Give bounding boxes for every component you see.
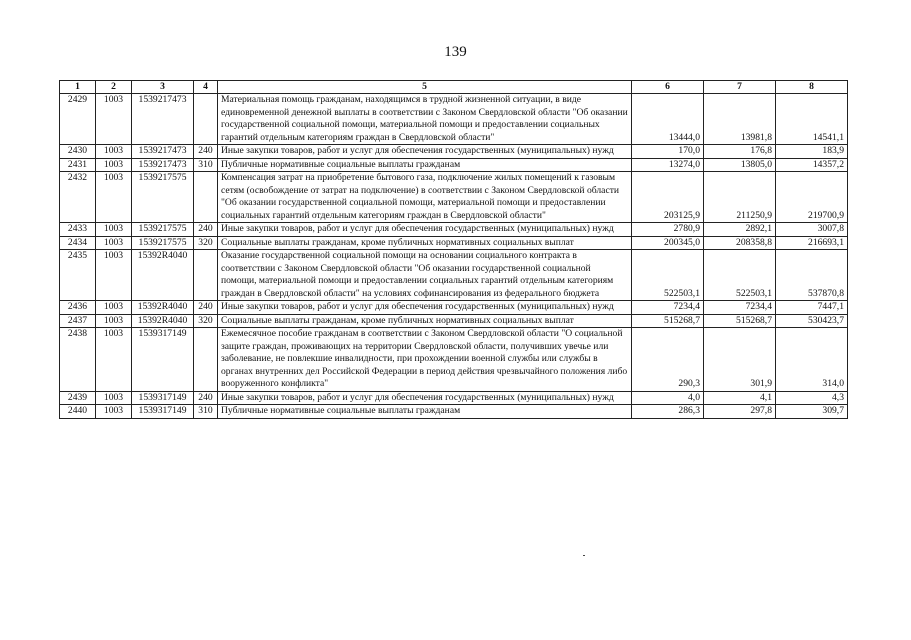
- column-header: 6: [632, 81, 704, 94]
- row-number: 2439: [60, 391, 96, 405]
- expense-type: 240: [194, 391, 218, 405]
- target-code: 1539217575: [132, 236, 194, 250]
- amount-col6: 203125,9: [632, 172, 704, 223]
- section-code: 1003: [96, 301, 132, 315]
- amount-col6: 170,0: [632, 145, 704, 159]
- page-number: 139: [444, 44, 467, 60]
- amount-col6: 7234,4: [632, 301, 704, 315]
- section-code: 1003: [96, 236, 132, 250]
- expense-type: 320: [194, 314, 218, 328]
- expense-type: 240: [194, 145, 218, 159]
- description: Социальные выплаты гражданам, кроме публичных нормативных социальных выплат: [218, 314, 632, 328]
- section-code: 1003: [96, 250, 132, 301]
- amount-col8: 14541,1: [776, 94, 848, 145]
- table-row: [60, 405, 848, 419]
- amount-col8: 3007,8: [776, 223, 848, 237]
- column-header: 7: [704, 81, 776, 94]
- description: Компенсация затрат на приобретение бытового газа, подключение жилых помещений к газовым сетям (освобождение от затрат на подключение) в соответствии с Законом Свердловской области "Об оказании государственной социальной помощи, материальной помощи и предоставлении социальных гарантий отдельным категориям граждан в Свердловской области": [218, 172, 632, 223]
- section-code: 1003: [96, 405, 132, 419]
- expense-type: 320: [194, 236, 218, 250]
- amount-col7: 13981,8: [704, 94, 776, 145]
- amount-col8: 14357,2: [776, 158, 848, 172]
- section-code: 1003: [96, 328, 132, 392]
- amount-col7: 211250,9: [704, 172, 776, 223]
- description: Публичные нормативные социальные выплаты гражданам: [218, 158, 632, 172]
- row-number: 2435: [60, 250, 96, 301]
- section-code: 1003: [96, 172, 132, 223]
- row-number: 2429: [60, 94, 96, 145]
- expense-type: [194, 172, 218, 223]
- column-header: 2: [96, 81, 132, 94]
- table-header-row: [60, 81, 848, 94]
- amount-col8: 537870,8: [776, 250, 848, 301]
- column-header: 4: [194, 81, 218, 94]
- description: Оказание государственной социальной помощи на основании социального контракта в соответствии с Законом Свердловской области "Об оказании государственной социальной помощи, материальной помощи и предоставлении социальных гарантий отдельным категориям граждан в Свердловской области" на условиях софинансирования из федерального бюджета: [218, 250, 632, 301]
- column-header: 8: [776, 81, 848, 94]
- column-header: 1: [60, 81, 96, 94]
- section-code: 1003: [96, 314, 132, 328]
- description: Публичные нормативные социальные выплаты гражданам: [218, 405, 632, 419]
- row-number: 2437: [60, 314, 96, 328]
- table-row: [60, 158, 848, 172]
- section-code: 1003: [96, 158, 132, 172]
- expense-type: 310: [194, 405, 218, 419]
- row-number: 2434: [60, 236, 96, 250]
- target-code: 1539217473: [132, 145, 194, 159]
- amount-col8: 309,7: [776, 405, 848, 419]
- amount-col6: 522503,1: [632, 250, 704, 301]
- amount-col7: 7234,4: [704, 301, 776, 315]
- amount-col8: 219700,9: [776, 172, 848, 223]
- column-header: 3: [132, 81, 194, 94]
- section-code: 1003: [96, 391, 132, 405]
- amount-col6: 13444,0: [632, 94, 704, 145]
- expense-type: 240: [194, 223, 218, 237]
- table-row: [60, 172, 848, 223]
- target-code: 15392R4040: [132, 314, 194, 328]
- target-code: 1539217473: [132, 94, 194, 145]
- amount-col6: 13274,0: [632, 158, 704, 172]
- table-row: [60, 236, 848, 250]
- target-code: 1539317149: [132, 405, 194, 419]
- row-number: 2433: [60, 223, 96, 237]
- amount-col7: 176,8: [704, 145, 776, 159]
- table-row: [60, 391, 848, 405]
- amount-col7: 208358,8: [704, 236, 776, 250]
- row-number: 2438: [60, 328, 96, 392]
- description: Иные закупки товаров, работ и услуг для обеспечения государственных (муниципальных) нужд: [218, 391, 632, 405]
- section-code: 1003: [96, 145, 132, 159]
- amount-col8: 530423,7: [776, 314, 848, 328]
- target-code: 1539317149: [132, 328, 194, 392]
- amount-col8: 4,3: [776, 391, 848, 405]
- table-row: [60, 94, 848, 145]
- budget-table: [59, 80, 848, 419]
- target-code: 1539217473: [132, 158, 194, 172]
- amount-col6: 515268,7: [632, 314, 704, 328]
- amount-col7: 297,8: [704, 405, 776, 419]
- expense-type: [194, 94, 218, 145]
- table-row: [60, 250, 848, 301]
- row-number: 2436: [60, 301, 96, 315]
- description: Иные закупки товаров, работ и услуг для обеспечения государственных (муниципальных) нужд: [218, 301, 632, 315]
- row-number: 2440: [60, 405, 96, 419]
- table-row: [60, 314, 848, 328]
- amount-col7: 522503,1: [704, 250, 776, 301]
- section-code: 1003: [96, 94, 132, 145]
- row-number: 2431: [60, 158, 96, 172]
- description: Ежемесячное пособие гражданам в соответствии с Законом Свердловской области "О социальной защите граждан, проживающих на территории Свердловской области, получивших увечье или заболевание, не повлекшие инвалидности, при прохождении военной службы или службы в органах внутренних дел Российской Федерации в период действия чрезвычайного положения либо вооруженного конфликта": [218, 328, 632, 392]
- table-row: [60, 301, 848, 315]
- amount-col7: 2892,1: [704, 223, 776, 237]
- amount-col6: 290,3: [632, 328, 704, 392]
- row-number: 2432: [60, 172, 96, 223]
- table-row: [60, 145, 848, 159]
- table-row: [60, 328, 848, 392]
- amount-col6: 200345,0: [632, 236, 704, 250]
- amount-col8: 183,9: [776, 145, 848, 159]
- amount-col7: 515268,7: [704, 314, 776, 328]
- target-code: 15392R4040: [132, 301, 194, 315]
- scan-artifact: [583, 555, 585, 556]
- expense-type: 240: [194, 301, 218, 315]
- target-code: 1539217575: [132, 223, 194, 237]
- target-code: 1539317149: [132, 391, 194, 405]
- amount-col6: 2780,9: [632, 223, 704, 237]
- amount-col7: 13805,0: [704, 158, 776, 172]
- target-code: 1539217575: [132, 172, 194, 223]
- amount-col8: 314,0: [776, 328, 848, 392]
- description: Материальная помощь гражданам, находящимся в трудной жизненной ситуации, в виде единовременной денежной выплаты в соответствии с Законом Свердловской области "Об оказании государственной социальной помощи, материальной помощи и предоставлении социальных гарантий отдельным категориям граждан в Свердловской области": [218, 94, 632, 145]
- description: Иные закупки товаров, работ и услуг для обеспечения государственных (муниципальных) нужд: [218, 223, 632, 237]
- table-row: [60, 223, 848, 237]
- description: Иные закупки товаров, работ и услуг для обеспечения государственных (муниципальных) нужд: [218, 145, 632, 159]
- expense-type: [194, 328, 218, 392]
- row-number: 2430: [60, 145, 96, 159]
- section-code: 1003: [96, 223, 132, 237]
- amount-col7: 301,9: [704, 328, 776, 392]
- amount-col7: 4,1: [704, 391, 776, 405]
- amount-col6: 4,0: [632, 391, 704, 405]
- amount-col8: 7447,1: [776, 301, 848, 315]
- expense-type: [194, 250, 218, 301]
- description: Социальные выплаты гражданам, кроме публичных нормативных социальных выплат: [218, 236, 632, 250]
- amount-col8: 216693,1: [776, 236, 848, 250]
- column-header: 5: [218, 81, 632, 94]
- amount-col6: 286,3: [632, 405, 704, 419]
- expense-type: 310: [194, 158, 218, 172]
- target-code: 15392R4040: [132, 250, 194, 301]
